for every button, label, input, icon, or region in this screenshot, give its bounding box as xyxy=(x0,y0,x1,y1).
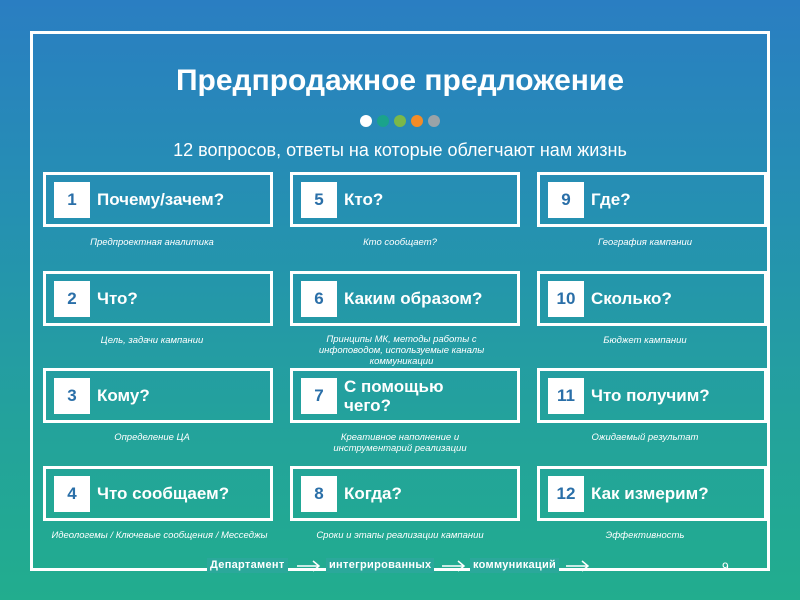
question-card-6 xyxy=(290,271,520,326)
slide-subtitle: 12 вопросов, ответы на которые облегчают нам жизнь xyxy=(173,140,627,160)
question-card-2 xyxy=(43,271,273,326)
question-card-12 xyxy=(537,466,767,521)
question-text: Где? xyxy=(591,190,631,209)
question-description: Принципы МК, методы работы с инфоповодом, используемые каналы коммуникации xyxy=(318,334,485,367)
question-description: Предпроектная аналитика xyxy=(90,237,214,248)
question-description: Эффективность xyxy=(605,530,685,541)
question-card-9 xyxy=(537,172,767,227)
question-description: География кампании xyxy=(597,237,693,248)
question-description: Цель, задачи кампании xyxy=(100,335,204,346)
question-text: Почему/зачем? xyxy=(97,190,225,209)
arrow-right-icon xyxy=(566,560,592,572)
question-card-1 xyxy=(43,172,273,227)
arrow-right-icon xyxy=(297,560,323,572)
question-text: Что? xyxy=(97,289,138,308)
question-description: Кто сообщает? xyxy=(363,237,437,248)
question-text: Когда? xyxy=(344,484,402,503)
color-dots xyxy=(0,115,800,127)
question-number: 12 xyxy=(548,476,584,512)
dot-5 xyxy=(428,115,440,127)
question-text: Сколько? xyxy=(591,289,672,308)
question-number: 9 xyxy=(548,182,584,218)
question-card-11 xyxy=(537,368,767,423)
question-number: 7 xyxy=(301,378,337,414)
question-description: Креативное наполнение и инструментарий реализации xyxy=(333,432,467,454)
question-number: 3 xyxy=(54,378,90,414)
question-card-8 xyxy=(290,466,520,521)
question-card-7 xyxy=(290,368,520,423)
question-description: Определение ЦА xyxy=(114,432,190,443)
question-number: 6 xyxy=(301,281,337,317)
footer-word-department: Департамент xyxy=(207,558,288,573)
question-card-4 xyxy=(43,466,273,521)
question-number: 5 xyxy=(301,182,337,218)
dot-2 xyxy=(377,115,389,127)
page-number: 9 xyxy=(722,560,729,574)
question-number: 8 xyxy=(301,476,337,512)
dot-3 xyxy=(394,115,406,127)
question-number: 2 xyxy=(54,281,90,317)
question-description: Идеологемы / Ключевые сообщения / Месседжы xyxy=(51,530,268,541)
question-card-5 xyxy=(290,172,520,227)
question-text: Что сообщаем? xyxy=(97,484,230,503)
question-number: 1 xyxy=(54,182,90,218)
question-description: Ожидаемый результат xyxy=(591,432,699,443)
question-text: Кто? xyxy=(344,190,384,209)
question-description: Сроки и этапы реализации кампании xyxy=(316,530,484,541)
question-text: Что получим? xyxy=(591,386,710,405)
question-card-10 xyxy=(537,271,767,326)
question-number: 10 xyxy=(548,281,584,317)
question-number: 11 xyxy=(548,378,584,414)
footer xyxy=(0,558,800,576)
question-number: 4 xyxy=(54,476,90,512)
question-text: Каким образом? xyxy=(344,289,483,308)
question-card-3 xyxy=(43,368,273,423)
dot-4 xyxy=(411,115,423,127)
footer-word-communications: коммуникаций xyxy=(470,558,559,573)
question-text: Кому? xyxy=(97,386,150,405)
footer-word-integrated: интегрированных xyxy=(326,558,434,573)
dot-1 xyxy=(360,115,372,127)
arrow-right-icon xyxy=(442,560,468,572)
slide-title: Предпродажное предложение xyxy=(175,64,625,97)
question-text: С помощью чего? xyxy=(344,376,444,415)
question-description: Бюджет кампании xyxy=(603,335,687,346)
question-text: Как измерим? xyxy=(591,484,709,503)
